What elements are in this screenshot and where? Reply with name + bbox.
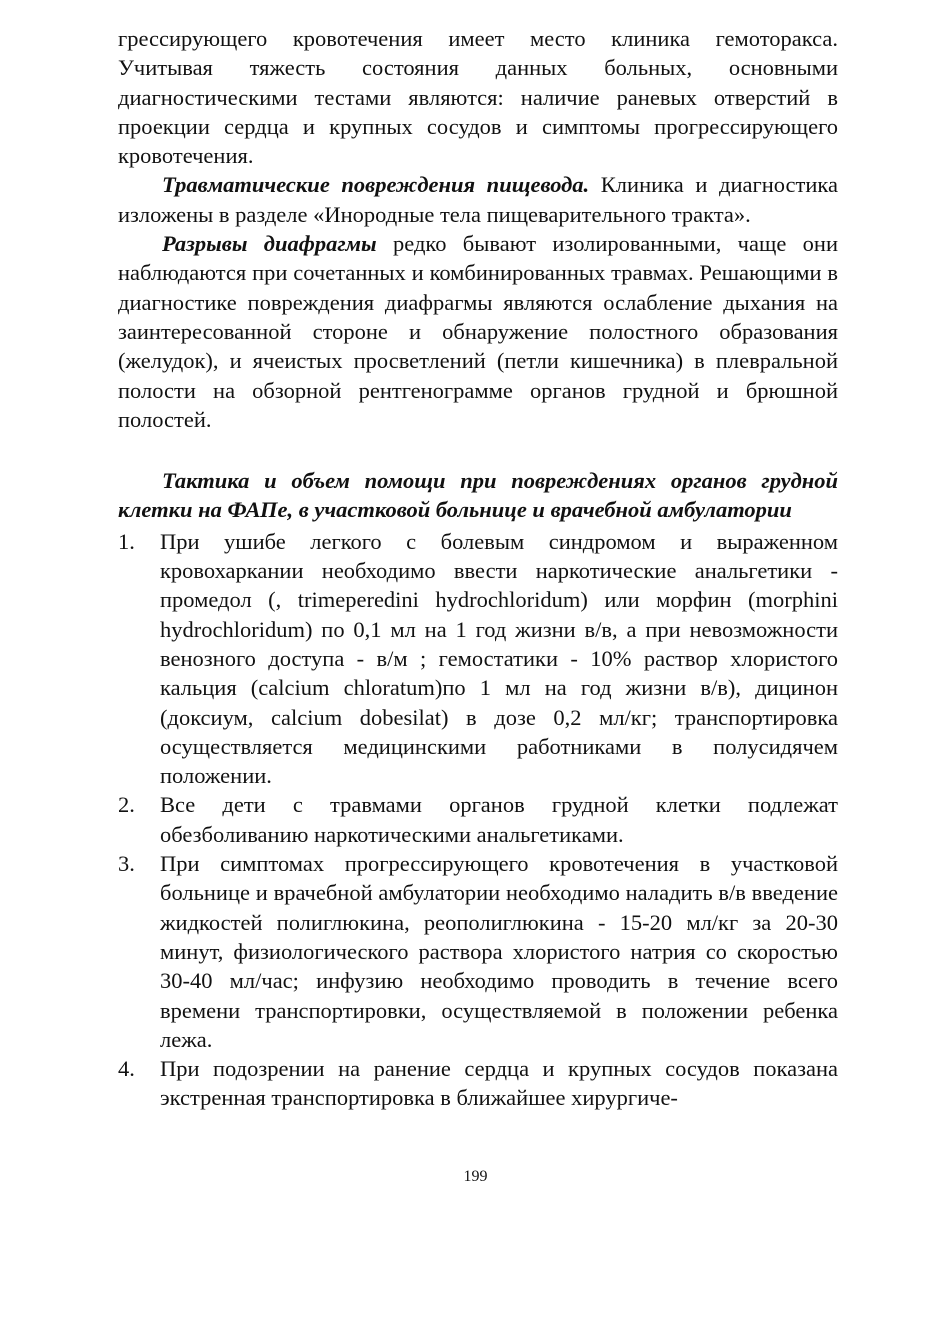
paragraph-text: редко бывают изолированными, чаще они наблюдаются при сочетанных и комбинированных травмах. Решающими в диагностике повреждения диафрагмы являются ослабление дыхания на заинтересованной стороне и обнаружение полостного образования (желудок), и ячеистых просветлений (петли кишечника) в плевральной полости на обзорной рентгенограмме органов грудной и брюшной полостей.	[118, 231, 838, 432]
list-item-number: 3.	[118, 851, 135, 877]
paragraph-esophagus	[118, 170, 838, 229]
list-item-text: При симптомах прогрессирующего кровотечения в участковой больнице и врачебной амбулатории необходимо наладить в/в введение жидкостей полиглюкина, реополиглюкина - 15-20 мл/кг за 20-30 минут, физиологического раствора хлористого натрия со скоростью 30-40 мл/час; инфузию необходимо проводить в течение всего времени транспортировки, осуществляемой в положении ребенка лежа.	[160, 851, 838, 1052]
page-content	[118, 24, 838, 1113]
list-item	[118, 527, 838, 791]
list-item	[118, 849, 838, 1054]
paragraph-diaphragm	[118, 229, 838, 434]
paragraph-text: Клиника и диагностика изложены в разделе «Инородные тела пищеварительного тракта».	[118, 172, 838, 227]
section-heading: Тактика и объем помощи при повреждениях органов грудной клетки на ФАПе, в участковой больнице и врачебной амбулатории	[118, 468, 838, 523]
list-item	[118, 1054, 838, 1113]
numbered-list	[118, 527, 838, 1113]
list-item-text: При подозрении на ранение сердца и крупных сосудов показана экстренная транспортировка в ближайшее хирургиче-	[160, 1056, 838, 1111]
paragraph-continuation	[118, 24, 838, 170]
page-number: 199	[463, 1168, 488, 1185]
paragraph-lead-title: Разрывы диафрагмы	[162, 231, 377, 257]
list-item-number: 4.	[118, 1056, 135, 1082]
paragraph-text: грессирующего кровотечения имеет место клиника гемоторакса. Учитывая тяжесть состояния данных больных, основными диагностическими тестами являются: наличие раневых отверстий в проекции сердца и крупных сосудов и симптомы прогрессирующего кровотечения.	[118, 26, 838, 169]
list-item-text: При ушибе легкого с болевым синдромом и выраженном кровохаркании необходимо ввести наркотические анальгетики - промедол (, trimeperedini hydrochloridum) или морфин (morphini hydrochloridum) по 0,1 мл на 1 год жизни в/в, а при невозможности венозного доступа - в/м ; гемостатики - 10% раствор хлористого кальция (calcium chloratum)по 1 мл на год жизни в/в), дицинон (доксиум, calcium dobesilat) в дозе 0,2 мл/кг; транспортировка осуществляется медицинскими работниками в полусидячем положении.	[160, 528, 838, 789]
list-item-number: 2.	[118, 792, 135, 818]
list-item-text: Все дети с травмами органов грудной клетки подлежат обезболиванию наркотическими анальгетиками.	[160, 792, 838, 847]
list-item-number: 1.	[118, 528, 135, 554]
list-item	[118, 790, 838, 849]
paragraph-lead-title: Травматические повреждения пищевода.	[162, 172, 590, 198]
